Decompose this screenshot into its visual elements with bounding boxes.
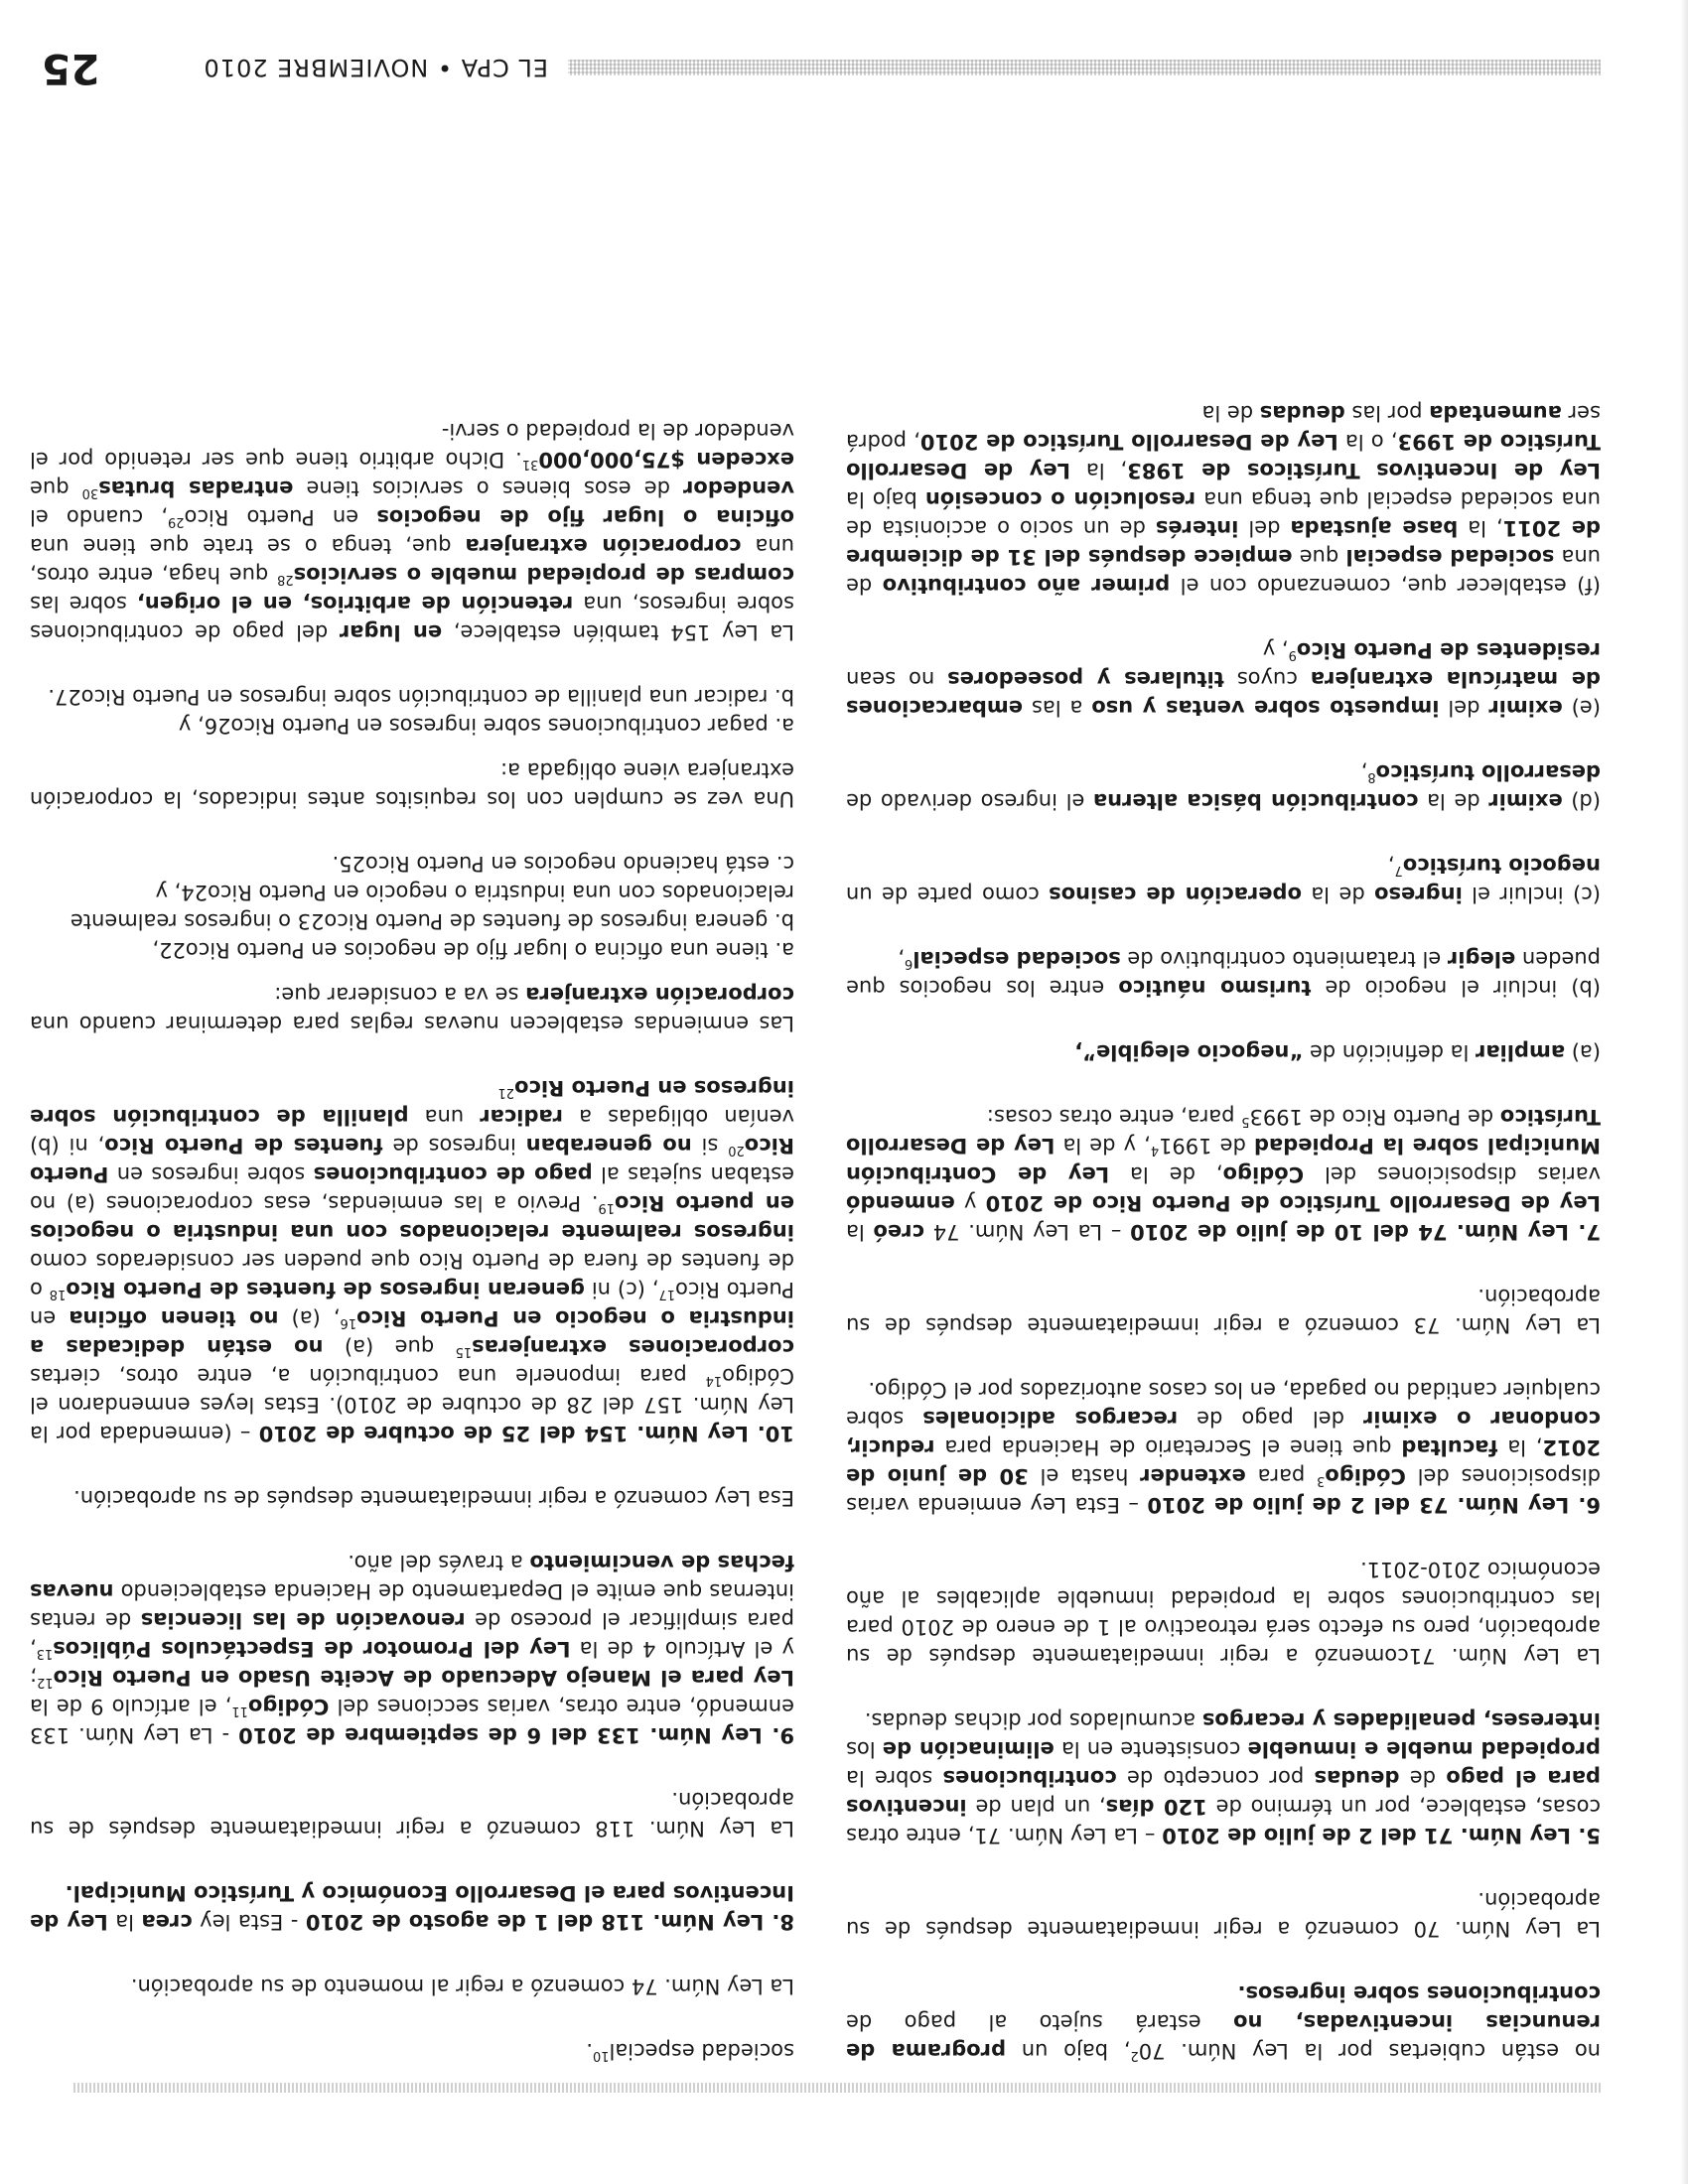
list-item: c. está haciendo negocios en Puerto Rico25. bbox=[332, 852, 794, 876]
footnote-ref: 19 bbox=[598, 1200, 615, 1215]
paragraph-p12 bbox=[846, 635, 1601, 722]
text-run: elegir bbox=[1447, 947, 1516, 971]
text-run: La Ley Núm. 74 comenzó a regir al momento de su aprobación. bbox=[130, 1975, 794, 1998]
text-run: Código bbox=[1222, 1162, 1305, 1186]
text-run: ingresos realmente relacionados con una industria o negocios en puerto Rico bbox=[30, 1191, 794, 1244]
text-run: hasta el bbox=[1028, 1464, 1141, 1488]
text-run: contribuciones sobre ingresos. bbox=[1237, 1981, 1601, 2005]
text-run: , bbox=[1387, 854, 1395, 878]
text-run: en Puerto Rico bbox=[29, 1278, 794, 1330]
footnote-ref: 17 bbox=[658, 1287, 676, 1301]
text-run: . Dicho arbitrio tiene que ser retenido por el vendedor de la propiedad o servi- bbox=[30, 419, 794, 472]
footnote-ref: 4 bbox=[1150, 1143, 1160, 1158]
text-run: del bbox=[1238, 516, 1291, 540]
paragraph-q8 bbox=[30, 980, 794, 1037]
text-run: , (c) ni bbox=[585, 1278, 659, 1301]
footnote-ref: 7 bbox=[1394, 863, 1403, 878]
scan-edge bbox=[1680, 0, 1688, 2184]
text-run: , para simplificar el proceso de bbox=[30, 1608, 794, 1661]
text-run: turismo náutico bbox=[1118, 976, 1312, 1000]
text-run: no sean bbox=[846, 667, 948, 691]
text-run: La Ley Núm. 118 comenzó a regir inmediatamente después de su aprobación. bbox=[30, 1788, 794, 1841]
text-run: 120 días bbox=[1105, 1795, 1207, 1819]
text-run: deudas bbox=[1259, 401, 1345, 425]
text-run: , la bbox=[1069, 459, 1128, 482]
text-run: en Puerto Rico bbox=[184, 505, 377, 529]
paragraph-q10 bbox=[30, 755, 794, 813]
footnote-ref: 20 bbox=[728, 1143, 745, 1158]
text-run: consistente en la bbox=[1054, 1737, 1248, 1761]
text-run: de una bbox=[846, 545, 1601, 598]
text-run: (b) incluir el negocio de bbox=[1311, 976, 1601, 1000]
text-run: se va a considerar que: bbox=[274, 983, 526, 1007]
text-run: no generaban bbox=[525, 1134, 692, 1158]
text-run: 9. Ley Núm. 133 del 6 de septiembre de 2010 bbox=[238, 1723, 794, 1747]
list-item: a. pagar contribuciones sobre ingresos en Puerto Rico26, y bbox=[178, 714, 794, 738]
text-run: incentivos para el pago bbox=[846, 1766, 1601, 1819]
text-run: facultad bbox=[1401, 1435, 1498, 1459]
text-run: desarrollo turístico bbox=[1375, 760, 1601, 784]
text-run: aumentada bbox=[1429, 401, 1562, 425]
text-run: (c) incluir el bbox=[1462, 883, 1601, 906]
text-run: que bbox=[1292, 545, 1346, 569]
footnote-ref: 6 bbox=[905, 956, 914, 971]
text-run: de la bbox=[1301, 883, 1375, 906]
text-run: el tratamiento contributivo de bbox=[1120, 947, 1448, 971]
text-run: corporaciones extranjeras bbox=[472, 1335, 794, 1359]
footnote-ref: 16 bbox=[340, 1315, 357, 1330]
text-run: , bajo un bbox=[1006, 2039, 1131, 2063]
text-run: acumulados por dichas deudas. bbox=[864, 1708, 1202, 1732]
text-run: La Ley Núm. 71comenzó a regir inmediatamente después de su aprobación, pero su efecto será retroactivo al 1 de enero de 2010 para las contribuciones sobre la propiedad inmueble aplicables al año económico 2010-2011. bbox=[846, 1558, 1601, 1668]
text-run: de un socio o accionista de una sociedad especial que tenga una bbox=[846, 487, 1601, 540]
text-run: la bbox=[107, 1910, 142, 1934]
text-run: que bbox=[30, 477, 82, 500]
text-run: varias disposiciones del bbox=[1304, 1162, 1601, 1186]
text-run: , bbox=[898, 947, 906, 971]
footnote-ref: 31 bbox=[521, 457, 539, 472]
text-run: vendedor bbox=[683, 477, 794, 500]
text-run: resolución o concesión bbox=[924, 487, 1196, 511]
text-run: Ley de Desarrollo Turístico de 1993 bbox=[846, 430, 1601, 482]
text-run: embarcaciones de matrícula extranjera bbox=[845, 667, 1601, 720]
text-run: por concepto de bbox=[1116, 1766, 1315, 1790]
text-run: corporación extranjera bbox=[465, 534, 742, 558]
text-run: “negocio elegible”, bbox=[1074, 1040, 1304, 1064]
text-run: fuentes de Puerto Rico bbox=[104, 1134, 383, 1158]
text-run: corporación extranjera bbox=[525, 983, 794, 1007]
text-run: La Ley Núm. 73 comenzó a regir inmediatamente después de su aprobación. bbox=[846, 1285, 1601, 1337]
text-run: ingreso bbox=[1374, 883, 1463, 906]
text-run: de bbox=[1399, 1766, 1447, 1790]
text-run: 30 de junio de 2012 bbox=[846, 1435, 1601, 1488]
footnote-ref: 11 bbox=[231, 1704, 248, 1718]
paragraph-q7 bbox=[30, 1073, 794, 1447]
text-run: Ley de Incentivos para el Desarrollo Económico y Turístico Municipal. bbox=[30, 1881, 794, 1934]
list-q9 bbox=[30, 849, 794, 964]
text-run: exceden $75,000,000 bbox=[538, 448, 794, 472]
text-run: por las bbox=[1344, 401, 1430, 425]
footnote-ref: 30 bbox=[81, 485, 99, 500]
text-run: cuyos bbox=[1223, 667, 1311, 691]
text-run: , de la bbox=[1109, 1162, 1223, 1186]
footnote-ref: 14 bbox=[705, 1373, 723, 1388]
text-run: creó bbox=[873, 1220, 924, 1244]
paragraph-q5 bbox=[30, 1548, 794, 1749]
text-run: una bbox=[408, 1105, 481, 1129]
paragraph-p4 bbox=[846, 1555, 1601, 1670]
text-run: para bbox=[1245, 1464, 1318, 1488]
footnote-ref: 10 bbox=[592, 2048, 610, 2063]
text-run: impuesto sobre ventas y uso bbox=[1091, 696, 1440, 720]
text-run: Ley para el Manejo Adecuado de Aceite Usado en Puerto Rico bbox=[53, 1666, 794, 1690]
text-run: recargos adicionales bbox=[922, 1407, 1179, 1431]
text-run: – (enmendada por la Ley Núm. 157 del 28 de octubre de 2010). Estas leyes enmendaron el Código bbox=[30, 1364, 794, 1445]
text-run: o de fuentes de fuera de Puerto Rico que pueden ser considerados como bbox=[30, 1249, 794, 1301]
text-run: enmendó bbox=[846, 1191, 955, 1215]
text-run: pago de contribuciones bbox=[313, 1162, 593, 1186]
paragraph-q3 bbox=[30, 1878, 794, 1936]
text-run: contribución básica alterna bbox=[1092, 789, 1419, 813]
page-header bbox=[32, 45, 1601, 93]
text-run: , el artículo 9 de la bbox=[30, 1695, 232, 1718]
text-run: compras de propiedad mueble o servicios bbox=[293, 563, 794, 587]
text-run: , (a) bbox=[278, 1306, 341, 1330]
text-run: , la bbox=[1497, 1435, 1543, 1459]
text-run: de Puerto Rico de 1993 bbox=[1249, 1105, 1500, 1129]
text-run: que, tenga o se trate que tiene una bbox=[30, 534, 466, 558]
text-run: de esos bienes o servicios tiene bbox=[293, 477, 684, 500]
text-run: Ley de Desarrollo Turístico bbox=[845, 1105, 1601, 1158]
paragraph-p9 bbox=[846, 944, 1601, 1002]
footnote-ref: 21 bbox=[497, 1085, 515, 1100]
text-run: operación de casinos bbox=[1049, 883, 1302, 906]
paragraph-q2 bbox=[30, 1972, 794, 2000]
text-run: sociedad especial bbox=[913, 947, 1121, 971]
text-run: deudas bbox=[1314, 1766, 1400, 1790]
paragraph-p5 bbox=[846, 1375, 1601, 1519]
footnote-ref: 13 bbox=[36, 1646, 54, 1661]
text-run: , y bbox=[1262, 638, 1289, 662]
paragraph-p10 bbox=[846, 851, 1601, 908]
footnote-ref: 9 bbox=[1288, 647, 1297, 662]
paragraph-p1 bbox=[846, 1979, 1601, 2065]
text-run: 5. Ley Núm. 71 del 2 de julio de 2010 bbox=[1162, 1824, 1601, 1847]
text-run: Ley de Desarrollo Turístico de 2010 bbox=[919, 430, 1338, 454]
text-run: como parte de un bbox=[845, 883, 1050, 906]
text-run: 10. Ley Núm. 154 del 25 de octubre de 2010 bbox=[258, 1422, 794, 1445]
text-run: propiedad mueble e inmueble bbox=[1247, 1737, 1601, 1761]
text-run: , ni (b) venían obligadas a bbox=[30, 1105, 794, 1158]
text-run: sobre la bbox=[846, 1766, 943, 1790]
text-run: de 1991 bbox=[1159, 1134, 1254, 1158]
text-run: 6. Ley Núm. 73 del 2 de julio de 2010 bbox=[1147, 1493, 1601, 1517]
footnote-ref: 3 bbox=[1317, 1473, 1326, 1488]
paragraph-p7 bbox=[846, 1102, 1601, 1246]
paragraph-q1 bbox=[30, 2036, 794, 2065]
text-run: 8. Ley Núm. 118 del 1 de agosto de 2010 bbox=[305, 1910, 794, 1934]
paragraph-p13 bbox=[846, 398, 1601, 600]
text-run: , podrá ser bbox=[846, 401, 1601, 454]
footnote-ref: 18 bbox=[49, 1287, 67, 1301]
text-run: . bbox=[586, 2039, 593, 2063]
text-run: radicar bbox=[480, 1105, 563, 1129]
top-rule bbox=[71, 2083, 1601, 2093]
text-run: (d) bbox=[1562, 789, 1601, 813]
text-run: no están cubiertas por la Ley Núm. 70 bbox=[1138, 2039, 1601, 2063]
text-run: eximir bbox=[1488, 696, 1563, 720]
text-run: Código bbox=[247, 1695, 330, 1718]
text-run: , un plan de bbox=[966, 1795, 1106, 1819]
footnote-ref: 2 bbox=[1130, 2048, 1139, 2063]
text-run: 7. Ley Núm. 74 del 10 de julio de 2010 bbox=[1130, 1220, 1601, 1244]
paragraph-p8 bbox=[846, 1037, 1601, 1066]
footnote-ref: 29 bbox=[168, 514, 185, 529]
text-run: que tiene el Secretario de Hacienda para bbox=[934, 1435, 1402, 1459]
text-run: del pago de bbox=[1178, 1407, 1363, 1431]
text-run: , cuando el bbox=[30, 505, 168, 529]
text-run: eximir bbox=[1488, 789, 1563, 813]
text-run: – Esta Ley enmienda varias disposiciones del bbox=[846, 1464, 1601, 1517]
text-run: sobre cualquier cantidad no pagada, en los casos autorizados por el Código. bbox=[846, 1378, 1601, 1431]
text-run: . Previo a las enmiendas, esas corporaciones (a) no estaban sujetas al bbox=[29, 1162, 794, 1215]
footnote-ref: 12 bbox=[37, 1675, 54, 1690]
text-run: extender bbox=[1140, 1464, 1246, 1488]
text-run: que (a) bbox=[323, 1335, 456, 1359]
text-run: a través del año. bbox=[348, 1551, 530, 1574]
text-run: estará sujeto al pago de bbox=[846, 2010, 1234, 2034]
text-run: intereses, penalidades y recargos bbox=[1201, 1708, 1601, 1732]
text-run: crea bbox=[141, 1910, 193, 1934]
text-run: reducir, condonar o eximir bbox=[846, 1407, 1601, 1459]
list-item: b. genera ingresos de fuentes de Puerto Rico23 o ingresos realmente relacionados con una industria o negocio en Puerto Rico24, y bbox=[70, 881, 794, 933]
text-run: sobre ingresos en bbox=[108, 1162, 314, 1186]
text-run: residentes de Puerto Rico bbox=[1296, 638, 1601, 662]
right-column bbox=[30, 380, 794, 2065]
text-run: generan ingresos de fuentes de Puerto Rico bbox=[66, 1278, 585, 1301]
text-run: Ley de Desarrollo Turístico de Puerto Rico de 2010 bbox=[985, 1191, 1601, 1215]
text-run: los bbox=[846, 1737, 883, 1761]
text-run: , la bbox=[1458, 516, 1503, 540]
paragraph-p6 bbox=[846, 1282, 1601, 1339]
text-run: no tienen oficina bbox=[69, 1306, 279, 1330]
paragraph-q6 bbox=[30, 1483, 794, 1512]
text-run: de rentas internas que emite el Departamento de Hacienda estableciendo bbox=[30, 1579, 794, 1632]
text-run: – La Ley Núm. 74 bbox=[923, 1220, 1131, 1244]
text-run: y bbox=[954, 1191, 986, 1215]
text-run: , o la bbox=[1337, 430, 1398, 454]
text-run: renovación de las licencias bbox=[140, 1608, 466, 1632]
text-run: eliminación de bbox=[882, 1737, 1055, 1761]
text-run: que haga, entre otros, una bbox=[30, 534, 794, 587]
text-run: ; y el Artículo 4 de la bbox=[30, 1637, 794, 1690]
paragraph-p11 bbox=[846, 757, 1601, 815]
text-run: sociedad especial bbox=[1345, 545, 1555, 569]
text-run: (a) bbox=[1565, 1040, 1601, 1064]
text-run: La Ley Núm. 70 comenzó a regir inmediatamente después de su aprobación. bbox=[846, 1888, 1601, 1941]
page-number: 25 bbox=[42, 45, 100, 93]
left-column bbox=[846, 362, 1601, 2065]
text-run: , bbox=[1360, 760, 1368, 784]
text-run: si bbox=[691, 1134, 729, 1158]
text-run: del pago de contribuciones sobre ingresos, una bbox=[30, 592, 794, 644]
text-run: Esa Ley comenzó a regir inmediatamente después de su aprobación. bbox=[73, 1486, 794, 1510]
text-run: contribuciones bbox=[942, 1766, 1117, 1790]
text-run: bajo la bbox=[845, 487, 925, 511]
text-run: retención de arbitrios, en el origen, bbox=[136, 592, 574, 615]
text-run: La Ley 154 también establece, bbox=[442, 620, 794, 644]
text-run: planilla de contribución sobre ingresos en Puerto Rico bbox=[29, 1076, 794, 1129]
text-run: entradas brutas bbox=[98, 477, 294, 500]
text-run: ingresos de bbox=[382, 1134, 526, 1158]
text-run: - La Ley Núm. 133 enmendó, entre otras, varias secciones del bbox=[29, 1695, 794, 1747]
text-run: nuevas fechas de vencimiento bbox=[30, 1551, 794, 1603]
text-run: base ajustada bbox=[1290, 516, 1459, 540]
text-run: para, entre otras cosas: bbox=[986, 1105, 1242, 1129]
text-run: negocio turístico bbox=[1402, 854, 1601, 878]
text-run: la definición de bbox=[1303, 1040, 1477, 1064]
publication-label: EL CPA • NOVIEMBRE 2010 bbox=[203, 54, 548, 81]
paragraph-q4 bbox=[30, 1785, 794, 1843]
text-run: a las bbox=[1023, 696, 1092, 720]
text-run: (e) bbox=[1562, 696, 1601, 720]
text-run: Ley de Contribución Municipal sobre la Propiedad bbox=[846, 1134, 1601, 1186]
text-run: interés bbox=[1155, 516, 1239, 540]
text-run: , y de la bbox=[1055, 1134, 1151, 1158]
text-run: – La Ley Núm. 71, entre otras cosas, establece, por un término de bbox=[846, 1795, 1601, 1847]
text-run: sobre las bbox=[30, 592, 137, 615]
text-run: de la bbox=[1201, 401, 1260, 425]
text-run: Puerto Rico bbox=[29, 1134, 794, 1186]
text-run: programa de renuncias incentivadas, no bbox=[845, 2010, 1601, 2063]
text-run: sociedad especial bbox=[609, 2039, 794, 2063]
text-run: de la bbox=[1418, 789, 1489, 813]
text-run: Código bbox=[1325, 1464, 1406, 1488]
footnote-ref: 15 bbox=[455, 1344, 473, 1359]
text-run: Ley del Promotor de Espectáculos Públicos bbox=[53, 1637, 571, 1661]
header-rule bbox=[568, 60, 1601, 75]
footnote-ref: 5 bbox=[1241, 1114, 1250, 1129]
text-run: el ingreso derivado de bbox=[846, 789, 1093, 813]
text-run: Ley de Incentivos Turísticos de 1983 bbox=[1127, 459, 1601, 482]
list-q11 bbox=[30, 682, 794, 740]
list-item: a. tiene una oficina o lugar fijo de negocios en Puerto Rico22, bbox=[152, 938, 794, 962]
footnote-ref: 8 bbox=[1367, 769, 1376, 784]
text-run: - Esta ley bbox=[192, 1910, 306, 1934]
text-run: Una vez se cumplen con los requisitos antes indicados, la corporación extranjera viene obligada a: bbox=[30, 758, 794, 811]
text-run: la bbox=[845, 1220, 874, 1244]
text-run: (f) establecer que, comenzando con el bbox=[1170, 574, 1601, 598]
text-run: primer año contributivo bbox=[882, 574, 1171, 598]
list-item: b. radicar una planilla de contribución sobre ingresos en Puerto Rico27. bbox=[48, 685, 794, 709]
paragraph-p3 bbox=[846, 1706, 1601, 1849]
paragraph-p2 bbox=[846, 1885, 1601, 1943]
text-run: del bbox=[1439, 696, 1489, 720]
text-run: empiece después del 31 de diciembre de 2011 bbox=[846, 516, 1601, 569]
text-run: para imponerle una contribución a, entre otros, ciertas bbox=[30, 1364, 706, 1388]
text-run: en lugar bbox=[339, 620, 443, 644]
paragraph-q12 bbox=[30, 416, 794, 646]
footnote-ref: 28 bbox=[277, 572, 294, 587]
text-run: no están dedicadas a industria o negocio en Puerto Rico bbox=[30, 1306, 794, 1359]
text-run: titulares y poseedores bbox=[947, 667, 1224, 691]
text-run: entre los negocios que pueden bbox=[846, 947, 1601, 1000]
text-run: oficina o lugar fijo de negocios bbox=[376, 505, 794, 529]
text-run: Las enmiendas establecen nuevas reglas para determinar cuando una bbox=[30, 1012, 794, 1035]
text-run: ampliar bbox=[1476, 1040, 1566, 1064]
